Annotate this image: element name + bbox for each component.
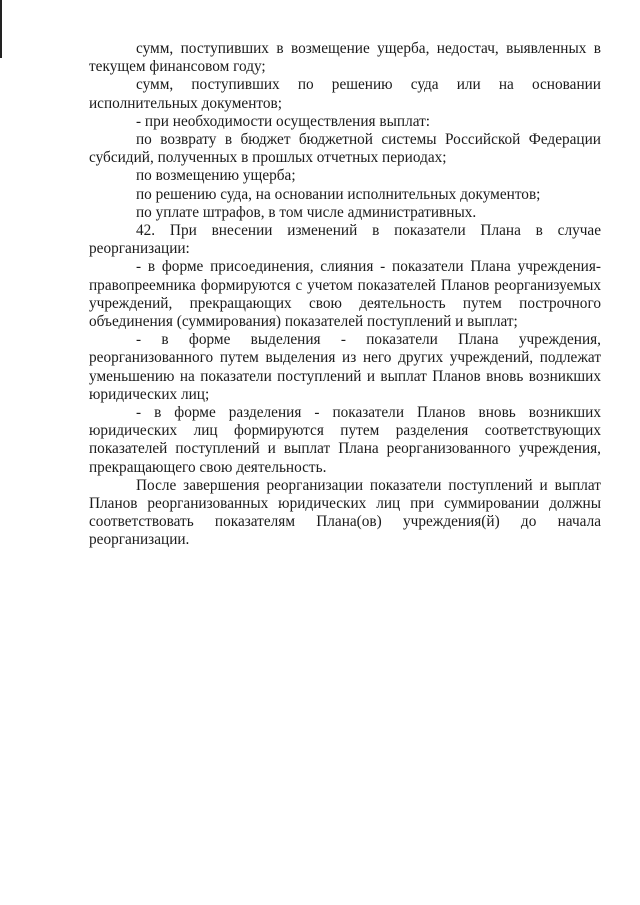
- paragraph: - при необходимости осуществления выплат:: [136, 112, 431, 130]
- paragraph: сумм, поступивших по решению суда или на основании исполнительных документов;: [89, 76, 601, 112]
- paragraph: по решению суда, на основании исполнительных документов;: [136, 185, 541, 203]
- paragraph: по возмещению ущерба;: [136, 167, 296, 185]
- scan-edge-line: [0, 0, 2, 58]
- paragraph: - в форме присоединения, слияния - показатели Плана учреждения-правопреемника формируются с учетом показателей Планов реорганизуемых учреждений, прекращающих свою деятельность путем построчного объединения (суммирования) показателей поступлений и выплат;: [89, 258, 601, 331]
- paragraph: сумм, поступивших в возмещение ущерба, недостач, выявленных в текущем финансовом году;: [89, 40, 601, 76]
- paragraph: 42. При внесении изменений в показатели Плана в случае реорганизации:: [89, 222, 601, 258]
- paragraph: по уплате штрафов, в том числе административных.: [136, 203, 477, 221]
- paragraph: - в форме разделения - показатели Планов вновь возникших юридических лиц формируются путем разделения соответствующих показателей поступлений и выплат Плана реорганизованного учреждения, прекращающего свою деятельность.: [89, 404, 601, 476]
- paragraph: по возврату в бюджет бюджетной системы Российской Федерации субсидий, полученных в прошлых отчетных периодах;: [89, 131, 601, 167]
- paragraph: После завершения реорганизации показатели поступлений и выплат Планов реорганизованных юридических лиц при суммировании должны соответствовать показателям Плана(ов) учреждения(й) до начала реорганизации.: [89, 476, 601, 549]
- document-body: [89, 40, 601, 550]
- paragraph: - в форме выделения - показатели Плана учреждения, реорганизованного путем выделения из него других учреждений, подлежат уменьшению на показатели поступлений и выплат Планов вновь возникших юридических лиц;: [89, 331, 601, 403]
